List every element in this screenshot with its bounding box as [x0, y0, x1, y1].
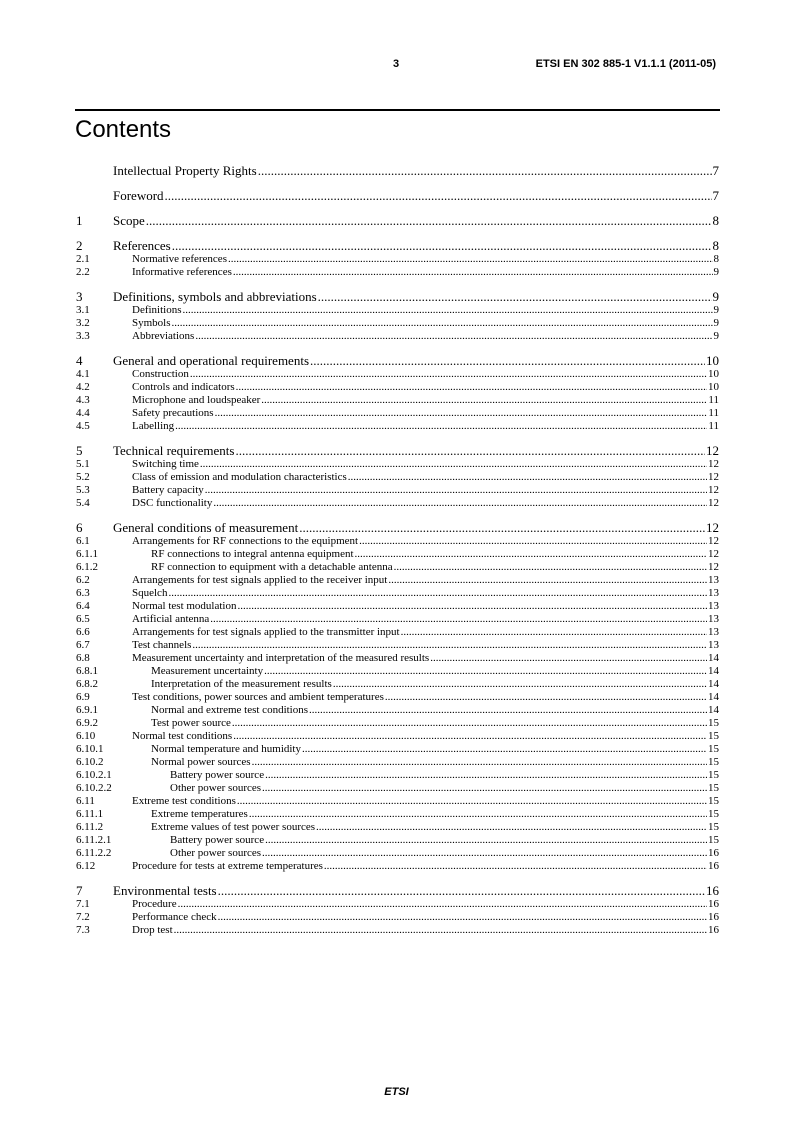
toc-dot-leader [262, 847, 707, 860]
toc-dot-leader [302, 743, 707, 756]
toc-entry[interactable] [76, 471, 719, 484]
toc-entry[interactable] [76, 407, 719, 420]
toc-entry[interactable] [76, 847, 719, 860]
toc-entry-page: 13 [708, 639, 719, 651]
toc-entry-number: 2 [76, 238, 83, 253]
toc-entry-number: 6.1.2 [76, 561, 98, 573]
toc-entry-page: 12 [708, 484, 719, 496]
toc-entry-title[interactable]: Extreme temperatures [151, 808, 248, 820]
toc-entry-number: 2.2 [76, 266, 90, 278]
toc-entry-title[interactable]: Intellectual Property Rights [113, 163, 257, 178]
toc-dot-leader [195, 330, 712, 343]
toc-dot-leader [388, 574, 707, 587]
toc-entry[interactable] [76, 704, 719, 717]
table-of-contents [76, 163, 719, 937]
toc-dot-leader [233, 730, 707, 743]
toc-entry[interactable] [76, 821, 719, 834]
toc-entry[interactable] [76, 330, 719, 343]
toc-entry-number: 6.11 [76, 795, 95, 807]
toc-entry-title[interactable]: References [113, 238, 171, 253]
toc-entry-title[interactable]: Procedure [132, 898, 177, 910]
toc-dot-leader [401, 626, 707, 639]
toc-entry-title[interactable]: Normal test conditions [132, 730, 233, 742]
toc-entry-title[interactable]: Normative references [132, 253, 227, 265]
toc-entry[interactable] [76, 213, 719, 228]
toc-dot-leader [213, 497, 707, 510]
toc-entry-page: 13 [708, 626, 719, 638]
toc-entry-number: 6.10.2.2 [76, 782, 112, 794]
toc-entry-title[interactable]: Safety precautions [132, 407, 214, 419]
toc-entry-title[interactable]: Symbols [132, 317, 171, 329]
toc-dot-leader [261, 394, 707, 407]
toc-dot-leader [333, 678, 707, 691]
toc-entry-number: 4 [76, 353, 83, 368]
toc-dot-leader [252, 756, 707, 769]
toc-entry-page: 15 [708, 782, 719, 794]
toc-entry-number: 6.11.2 [76, 821, 104, 833]
toc-entry-page: 16 [708, 898, 719, 910]
toc-entry[interactable] [76, 458, 719, 471]
toc-dot-leader [178, 898, 707, 911]
toc-entry[interactable] [76, 665, 719, 678]
toc-entry[interactable] [76, 639, 719, 652]
toc-entry-number: 6.3 [76, 587, 90, 599]
toc-entry-title[interactable]: Procedure for tests at extreme temperatures [132, 860, 323, 872]
toc-entry[interactable] [76, 304, 719, 317]
toc-entry-title[interactable]: Foreword [113, 188, 164, 203]
toc-entry-title[interactable]: Extreme values of test power sources [151, 821, 316, 833]
toc-entry-title[interactable]: Drop test [132, 924, 173, 936]
toc-entry-number: 6.8.2 [76, 678, 98, 690]
toc-entry-page: 12 [708, 458, 719, 470]
toc-entry-number: 3.1 [76, 304, 90, 316]
toc-entry-title[interactable]: Controls and indicators [132, 381, 235, 393]
toc-entry-page: 12 [708, 548, 719, 560]
toc-entry-title[interactable]: Arrangements for RF connections to the equipment [132, 535, 359, 547]
toc-entry[interactable] [76, 353, 719, 368]
toc-dot-leader [215, 407, 708, 420]
toc-entry-page: 13 [708, 613, 719, 625]
toc-dot-leader [316, 821, 707, 834]
footer-etsi: ETSI [384, 1086, 409, 1098]
toc-entry-title[interactable]: Artificial antenna [132, 613, 210, 625]
toc-entry[interactable] [76, 443, 719, 458]
toc-entry[interactable] [76, 691, 719, 704]
toc-entry-title[interactable]: Arrangements for test signals applied to the receiver input [132, 574, 388, 586]
toc-entry-title[interactable]: Test power source [151, 717, 231, 729]
toc-entry-title[interactable]: Test conditions, power sources and ambient temperatures [132, 691, 384, 703]
toc-entry-page: 15 [708, 769, 719, 781]
toc-dot-leader [175, 420, 707, 433]
toc-entry-page: 15 [708, 808, 719, 820]
toc-dot-leader [172, 238, 712, 253]
toc-entry-number: 5.1 [76, 458, 90, 470]
toc-entry-number: 6.10.1 [76, 743, 104, 755]
toc-entry-number: 4.2 [76, 381, 90, 393]
toc-entry-page: 13 [708, 587, 719, 599]
toc-entry[interactable] [76, 808, 719, 821]
toc-entry-number: 6.8 [76, 652, 90, 664]
toc-dot-leader [324, 860, 707, 873]
toc-entry-title[interactable]: Measurement uncertainty [151, 665, 264, 677]
toc-entry-number: 6.8.1 [76, 665, 98, 677]
toc-entry-number: 5.4 [76, 497, 90, 509]
toc-dot-leader [385, 691, 707, 704]
toc-entry-title[interactable]: Class of emission and modulation characteristics [132, 471, 347, 483]
toc-entry[interactable] [76, 420, 719, 433]
toc-entry-number: 6.1 [76, 535, 90, 547]
toc-entry-title[interactable]: Test channels [132, 639, 192, 651]
toc-entry-page: 12 [708, 471, 719, 483]
toc-entry-number: 6.10.2 [76, 756, 104, 768]
toc-dot-leader [200, 458, 707, 471]
toc-entry-number: 4.3 [76, 394, 90, 406]
toc-entry[interactable] [76, 238, 719, 253]
toc-entry-number: 6.2 [76, 574, 90, 586]
toc-entry-page: 15 [708, 821, 719, 833]
toc-dot-leader [258, 163, 712, 178]
toc-entry-page: 10 [708, 381, 719, 393]
toc-dot-leader [183, 304, 713, 317]
toc-entry-number: 6.5 [76, 613, 90, 625]
toc-entry[interactable] [76, 678, 719, 691]
document-id: ETSI EN 302 885-1 V1.1.1 (2011-05) [535, 58, 716, 70]
toc-entry[interactable] [76, 587, 719, 600]
toc-entry-number: 6.1.1 [76, 548, 98, 560]
toc-entry-page: 11 [708, 394, 719, 406]
toc-dot-leader [232, 717, 707, 730]
toc-entry[interactable] [76, 626, 719, 639]
toc-entry-title[interactable]: Normal and extreme test conditions [151, 704, 309, 716]
toc-entry-number: 7.2 [76, 911, 90, 923]
toc-dot-leader [236, 381, 707, 394]
toc-entry-title[interactable]: Performance check [132, 911, 217, 923]
toc-dot-leader [235, 443, 705, 458]
toc-entry-page: 15 [708, 834, 719, 846]
toc-entry-page: 14 [708, 665, 719, 677]
toc-entry[interactable] [76, 535, 719, 548]
toc-entry-title[interactable]: Environmental tests [113, 883, 217, 898]
toc-entry[interactable] [76, 756, 719, 769]
page-number: 3 [393, 58, 400, 70]
toc-entry-title[interactable]: Normal power sources [151, 756, 251, 768]
toc-entry-number: 4.5 [76, 420, 90, 432]
toc-entry-number: 7 [76, 883, 83, 898]
toc-entry-page: 11 [708, 407, 719, 419]
toc-entry[interactable] [76, 188, 719, 203]
toc-entry-page: 13 [708, 574, 719, 586]
toc-entry[interactable] [76, 652, 719, 665]
toc-entry-page: 14 [708, 678, 719, 690]
toc-dot-leader [174, 924, 707, 937]
toc-dot-leader [237, 600, 707, 613]
toc-dot-leader [210, 613, 707, 626]
toc-dot-leader [190, 368, 707, 381]
toc-dot-leader [168, 587, 707, 600]
toc-entry[interactable] [76, 548, 719, 561]
toc-entry-page: 16 [706, 883, 719, 898]
toc-entry[interactable] [76, 924, 719, 937]
toc-dot-leader [218, 883, 705, 898]
toc-dot-leader [165, 188, 712, 203]
toc-entry-number: 6.12 [76, 860, 96, 872]
toc-entry-page: 15 [708, 795, 719, 807]
toc-entry[interactable] [76, 497, 719, 510]
toc-entry-number: 6.10 [76, 730, 96, 742]
toc-entry[interactable] [76, 795, 719, 808]
toc-entry-page: 15 [708, 730, 719, 742]
toc-entry-title[interactable]: Normal test modulation [132, 600, 237, 612]
toc-entry[interactable] [76, 717, 719, 730]
toc-entry-page: 11 [708, 420, 719, 432]
toc-dot-leader [249, 808, 707, 821]
toc-entry-title[interactable]: RF connections to integral antenna equipment [151, 548, 354, 560]
toc-entry-title[interactable]: Measurement uncertainty and interpretation of the measured results [132, 652, 430, 664]
toc-entry-title[interactable]: Informative references [132, 266, 232, 278]
toc-entry[interactable] [76, 898, 719, 911]
toc-entry-title[interactable]: Extreme test conditions [132, 795, 236, 807]
toc-dot-leader [192, 639, 707, 652]
toc-entry-title[interactable]: Definitions, symbols and abbreviations [113, 289, 317, 304]
toc-dot-leader [228, 253, 713, 266]
toc-dot-leader [348, 471, 707, 484]
toc-entry-page: 14 [708, 652, 719, 664]
toc-entry[interactable] [76, 394, 719, 407]
toc-entry[interactable] [76, 911, 719, 924]
toc-entry-page: 8 [712, 238, 719, 253]
toc-entry-title[interactable]: Squelch [132, 587, 168, 599]
toc-entry-number: 5 [76, 443, 83, 458]
toc-entry-number: 5.3 [76, 484, 90, 496]
toc-entry[interactable] [76, 574, 719, 587]
toc-dot-leader [309, 704, 707, 717]
toc-entry-title[interactable]: Normal temperature and humidity [151, 743, 301, 755]
toc-dot-leader [394, 561, 707, 574]
toc-entry-page: 16 [708, 860, 719, 872]
toc-entry[interactable] [76, 484, 719, 497]
toc-dot-leader [205, 484, 707, 497]
page-title: Contents [75, 116, 172, 143]
toc-entry-page: 9 [713, 330, 719, 342]
toc-dot-leader [218, 911, 707, 924]
toc-entry-page: 10 [708, 368, 719, 380]
toc-entry-title[interactable]: DSC functionality [132, 497, 213, 509]
toc-dot-leader [237, 795, 707, 808]
toc-entry-title[interactable]: Abbreviations [132, 330, 195, 342]
toc-entry-title[interactable]: Arrangements for test signals applied to the transmitter input [132, 626, 400, 638]
toc-entry[interactable] [76, 769, 719, 782]
toc-entry-title[interactable]: Battery capacity [132, 484, 204, 496]
toc-entry-page: 9 [713, 266, 719, 278]
toc-entry-number: 6.11.2.2 [76, 847, 112, 859]
toc-entry-page: 9 [713, 304, 719, 316]
toc-dot-leader [264, 665, 707, 678]
toc-entry-page: 15 [708, 743, 719, 755]
toc-dot-leader [265, 834, 707, 847]
toc-entry-number: 7.3 [76, 924, 90, 936]
toc-entry-title[interactable]: General conditions of measurement [113, 520, 299, 535]
toc-entry-title[interactable]: Switching time [132, 458, 199, 470]
toc-dot-leader [430, 652, 707, 665]
toc-dot-leader [310, 353, 705, 368]
toc-dot-leader [318, 289, 712, 304]
toc-entry[interactable] [76, 782, 719, 795]
toc-entry-number: 6.11.1 [76, 808, 104, 820]
toc-entry-title[interactable]: General and operational requirements [113, 353, 309, 368]
toc-entry[interactable] [76, 520, 719, 535]
toc-entry-page: 12 [706, 443, 719, 458]
toc-entry-number: 6.4 [76, 600, 90, 612]
toc-entry-title[interactable]: Battery power source [170, 834, 265, 846]
toc-entry-number: 7.1 [76, 898, 90, 910]
toc-entry-page: 12 [708, 535, 719, 547]
toc-entry-title[interactable]: Labelling [132, 420, 175, 432]
toc-entry-page: 16 [708, 911, 719, 923]
toc-entry-title[interactable]: Microphone and loudspeaker [132, 394, 261, 406]
toc-entry-page: 8 [712, 213, 719, 228]
toc-entry-page: 12 [708, 497, 719, 509]
toc-entry[interactable] [76, 289, 719, 304]
toc-entry-page: 16 [708, 924, 719, 936]
toc-entry-page: 7 [712, 163, 719, 178]
toc-entry-title[interactable]: Construction [132, 368, 189, 380]
toc-entry[interactable] [76, 253, 719, 266]
toc-entry-title[interactable]: RF connection to equipment with a detachable antenna [151, 561, 393, 573]
toc-entry-page: 9 [712, 289, 719, 304]
header-rule [75, 109, 720, 111]
toc-entry-page: 8 [713, 253, 719, 265]
toc-entry-page: 15 [708, 756, 719, 768]
toc-entry-page: 16 [708, 847, 719, 859]
toc-entry-number: 2.1 [76, 253, 90, 265]
toc-entry-title[interactable]: Interpretation of the measurement results [151, 678, 332, 690]
toc-entry-page: 12 [708, 561, 719, 573]
toc-entry-page: 9 [713, 317, 719, 329]
toc-entry[interactable] [76, 266, 719, 279]
toc-entry-number: 1 [76, 213, 83, 228]
toc-entry-number: 6.10.2.1 [76, 769, 112, 781]
toc-entry[interactable] [76, 883, 719, 898]
toc-entry-number: 6.7 [76, 639, 90, 651]
toc-entry-title[interactable]: Other power sources [170, 782, 262, 794]
toc-dot-leader [146, 213, 712, 228]
toc-entry[interactable] [76, 834, 719, 847]
toc-entry-number: 3.3 [76, 330, 90, 342]
toc-entry[interactable] [76, 317, 719, 330]
toc-entry-title[interactable]: Technical requirements [113, 443, 235, 458]
toc-entry-title[interactable]: Battery power source [170, 769, 265, 781]
toc-dot-leader [359, 535, 707, 548]
toc-entry-number: 3 [76, 289, 83, 304]
toc-dot-leader [172, 317, 713, 330]
toc-entry-page: 12 [706, 520, 719, 535]
toc-dot-leader [355, 548, 707, 561]
toc-entry-number: 6.6 [76, 626, 90, 638]
toc-entry-number: 3.2 [76, 317, 90, 329]
toc-entry-number: 4.1 [76, 368, 90, 380]
toc-entry[interactable] [76, 600, 719, 613]
toc-entry[interactable] [76, 860, 719, 873]
toc-entry[interactable] [76, 743, 719, 756]
toc-entry-page: 7 [712, 188, 719, 203]
toc-entry-title[interactable]: Other power sources [170, 847, 262, 859]
toc-entry-page: 14 [708, 691, 719, 703]
toc-entry[interactable] [76, 163, 719, 178]
toc-entry-page: 13 [708, 600, 719, 612]
toc-entry-number: 6 [76, 520, 83, 535]
toc-entry-number: 5.2 [76, 471, 90, 483]
toc-entry-number: 4.4 [76, 407, 90, 419]
toc-entry-number: 6.11.2.1 [76, 834, 112, 846]
toc-entry-page: 10 [706, 353, 719, 368]
toc-entry-number: 6.9.1 [76, 704, 98, 716]
toc-dot-leader [265, 769, 707, 782]
toc-entry-page: 14 [708, 704, 719, 716]
toc-entry-page: 15 [708, 717, 719, 729]
toc-entry[interactable] [76, 381, 719, 394]
toc-dot-leader [299, 520, 705, 535]
toc-entry-number: 6.9.2 [76, 717, 98, 729]
toc-dot-leader [262, 782, 707, 795]
toc-dot-leader [233, 266, 713, 279]
toc-entry-number: 6.9 [76, 691, 90, 703]
toc-entry[interactable] [76, 730, 719, 743]
toc-entry[interactable] [76, 368, 719, 381]
toc-entry[interactable] [76, 561, 719, 574]
toc-entry-title[interactable]: Definitions [132, 304, 182, 316]
toc-entry[interactable] [76, 613, 719, 626]
toc-entry-title[interactable]: Scope [113, 213, 145, 228]
